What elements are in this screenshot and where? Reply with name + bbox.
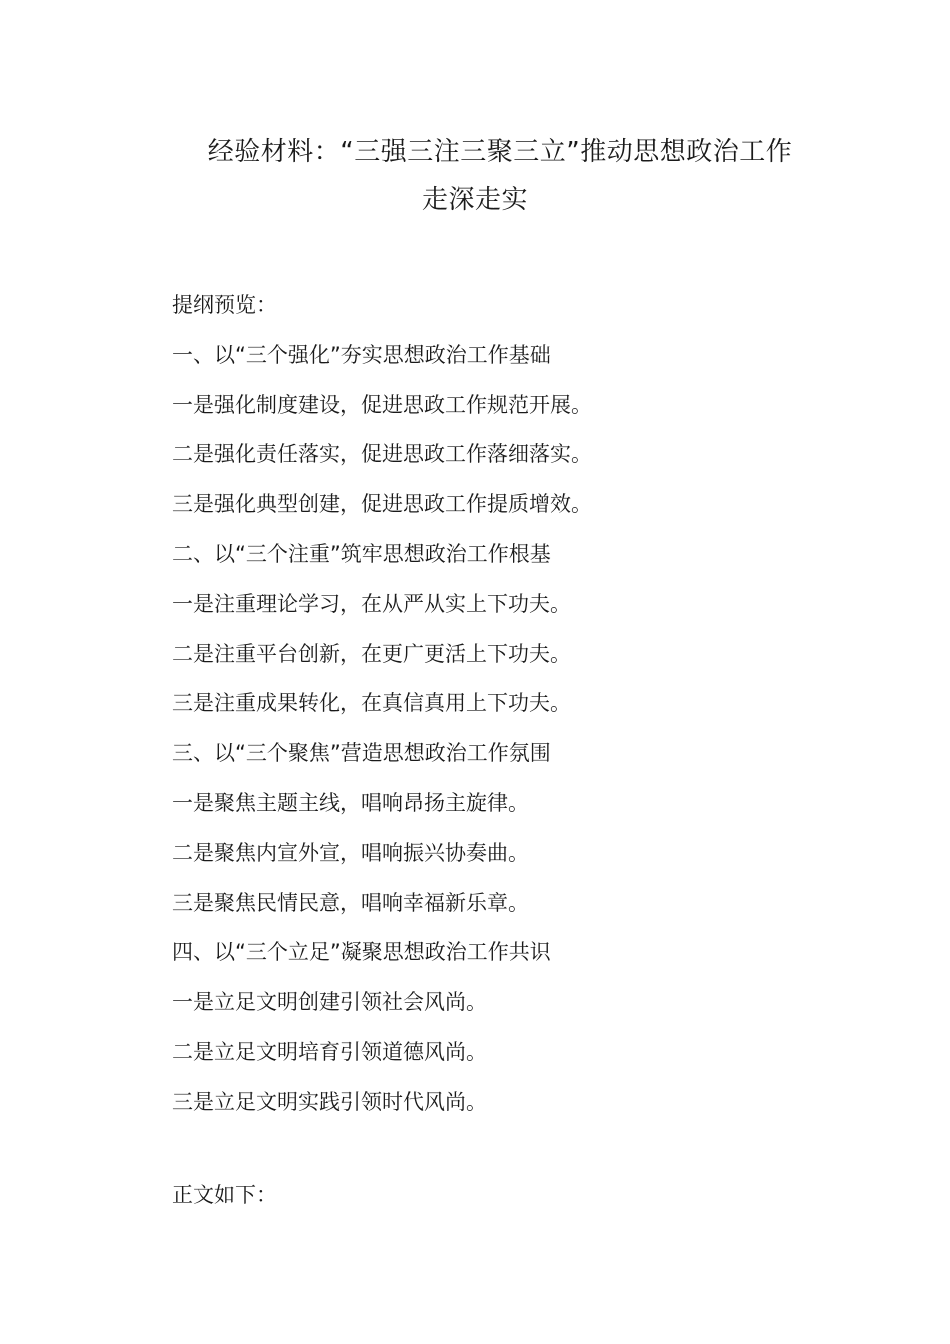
outline-item: 二是注重平台创新，在更广更活上下功夫。 (172, 641, 571, 666)
title-line-1: 经验材料：“三强三注三聚三立”推动思想政治工作 (207, 137, 793, 167)
outline-item: 二是强化责任落实，促进思政工作落细落实。 (172, 442, 592, 467)
outline-item: 三是立足文明实践引领时代风尚。 (172, 1089, 487, 1114)
body-intro: 正文如下： (172, 1183, 277, 1207)
outline-item: 一是强化制度建设，促进思政工作规范开展。 (172, 392, 592, 417)
outline-heading-3: 三、以“三个聚焦”营造思想政治工作氛围 (172, 741, 551, 766)
outline-item: 三是注重成果转化，在真信真用上下功夫。 (172, 691, 571, 716)
outline-item: 二是立足文明培育引领道德风尚。 (172, 1039, 487, 1064)
document-title (0, 128, 950, 224)
outline-heading-2: 二、以“三个注重”筑牢思想政治工作根基 (172, 541, 551, 566)
title-line-2: 走深走实 (421, 185, 528, 215)
outline-heading-1: 一、以“三个强化”夯实思想政治工作基础 (172, 342, 551, 367)
outline-section (172, 281, 872, 1128)
outline-item: 二是聚焦内宣外宣，唱响振兴协奏曲。 (172, 840, 529, 865)
outline-label: 提纲预览： (172, 293, 277, 317)
outline-item: 一是立足文明创建引领社会风尚。 (172, 990, 487, 1015)
outline-item: 三是聚焦民情民意，唱响幸福新乐章。 (172, 890, 529, 915)
outline-item: 一是聚焦主题主线，唱响昂扬主旋律。 (172, 790, 529, 815)
outline-item: 三是强化典型创建，促进思政工作提质增效。 (172, 492, 592, 517)
outline-item: 一是注重理论学习，在从严从实上下功夫。 (172, 591, 571, 616)
outline-heading-4: 四、以“三个立足”凝聚思想政治工作共识 (172, 940, 551, 965)
